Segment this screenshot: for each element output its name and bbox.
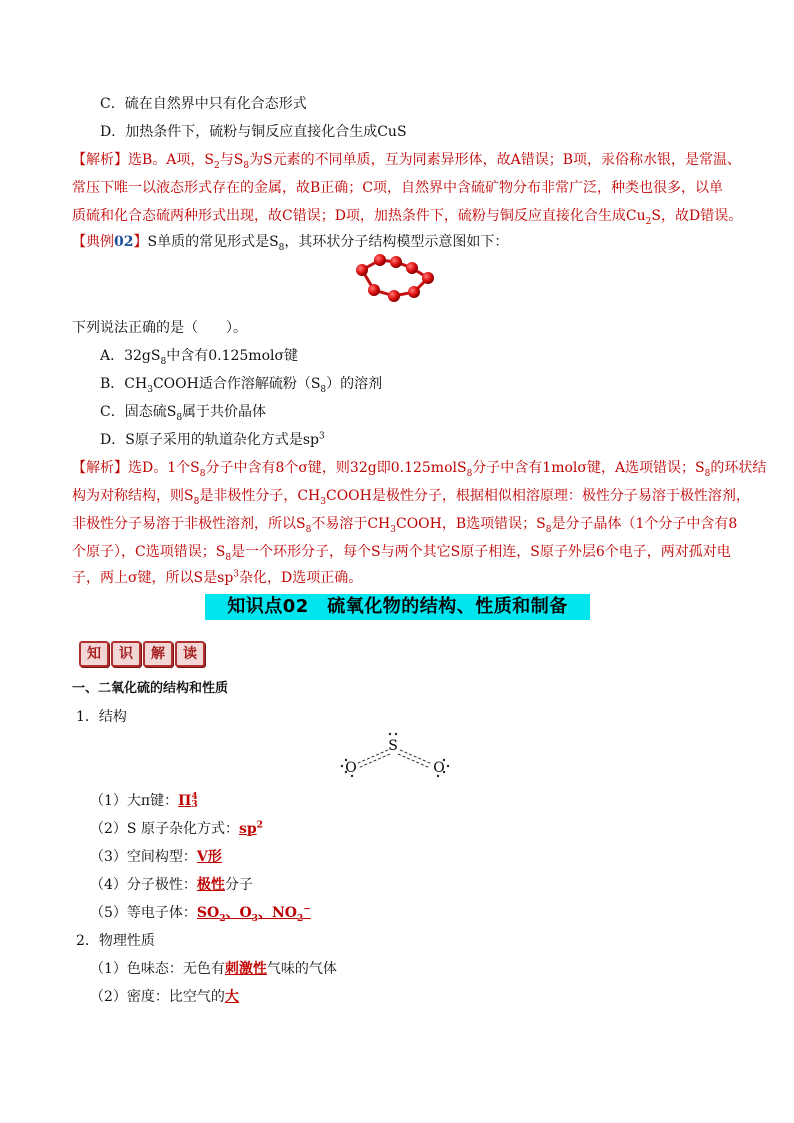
prop-polarity: （4）分子极性：极性分子 <box>90 877 253 893</box>
prop-hybridization: （2）S 原子杂化方式：$sp^2$ <box>90 820 263 837</box>
badge-zhi: 知 <box>79 641 109 667</box>
badge-jie: 解 <box>143 641 173 667</box>
analysis-2-line-3: 非极性分子易溶于非极性溶剂，所以$S_8$不易溶于$CH_3COOH$，B选项错误；$S_8$是分子晶体（1个分子中含有8 <box>72 516 738 535</box>
analysis-2-line-4: 个原子），C选项错误；$S_8$是一个环形分子，每个S与两个其它S原子相连，S原子外层6个电子，两对孤对电 <box>72 544 731 563</box>
option-b: B．$CH_3COOH$适合作溶解硫粉$(S_8)$的溶剂 <box>100 376 383 395</box>
prop-isoelectronic: （5）等电子体：$SO_2$、$O_3$、$NO_2^-$ <box>90 904 311 924</box>
option-d: D．加热条件下，硫粉与铜反应直接化合生成CuS <box>100 124 407 140</box>
s-atom <box>388 290 400 302</box>
analysis-2-line-1: 【解析】选D。1个$S_8$分子中含有8个σ键，则32g即0.125molS$_8$分子中含有1molσ键，A选项错误；$S_8$的环状结 <box>72 460 767 479</box>
option-d-2: D．S原子采用的轨道杂化方式是$sp^3$ <box>100 431 325 448</box>
analysis-1-line-1: 【解析】选B。A项，$S_2$与$S_8$为S元素的不同单质，互为同素异形体，故A错误；B项，汞俗称水银，是常温、 <box>72 152 742 171</box>
s-atom <box>390 256 402 268</box>
s-atom <box>368 284 380 296</box>
analysis-1-line-3: 质硫和化合态硫两种形式出现，故C错误；D项，加热条件下，硫粉与铜反应直接化合生成$Cu_2S$，故D错误。 <box>72 208 743 227</box>
section-heading: 一、二氧化硫的结构和性质 <box>72 681 229 696</box>
badge-du: 读 <box>175 641 205 667</box>
analysis-2-line-5: 子，两上σ键，所以S是$sp^3$杂化，D选项正确。 <box>72 569 363 586</box>
option-a: A．$32gS_8$中含有0.125molσ键 <box>100 348 299 367</box>
atom-o-right: O <box>433 760 445 776</box>
atom-s: S <box>388 738 398 754</box>
question-stem: 下列说法正确的是（ ）。 <box>72 320 247 336</box>
s-atom <box>408 286 420 298</box>
option-c: C．硫在自然界中只有化合态形式 <box>100 96 307 112</box>
s8-ring-model <box>350 252 440 310</box>
option-c-2: C．固态硫$S_8$属于共价晶体 <box>100 404 267 423</box>
phys-density: （2）密度：比空气的大 <box>90 989 239 1005</box>
badge-shi: 识 <box>111 641 141 667</box>
s-atom <box>356 264 368 276</box>
analysis-1-line-2: 常压下唯一以液态形式存在的金属，故B正确；C项，自然界中含硫矿物分布非常广泛，种类也很多，以单 <box>72 180 723 196</box>
so2-structure-diagram <box>340 730 450 780</box>
atom-o-left: O <box>345 760 357 776</box>
phys-appearance: （1）色味态：无色有刺激性气味的气体 <box>90 961 337 977</box>
subsection-structure: 1．结构 <box>76 709 127 725</box>
s-atom <box>406 262 418 274</box>
example-02-stem: 【典例02】S单质的常见形式是$S_8$，其环状分子结构模型示意图如下： <box>72 234 509 253</box>
subsection-physical: 2．物理性质 <box>76 933 155 949</box>
knowledge-badge-row <box>79 641 205 665</box>
prop-pi-bond: （1）大π键：Π 4 3 <box>90 792 198 810</box>
prop-geometry: （3）空间构型：V形 <box>90 849 222 865</box>
s-atom <box>374 254 386 266</box>
s-atom <box>422 272 434 284</box>
knowledge-point-banner: 知识点02 硫氧化物的结构、性质和制备 <box>205 594 590 620</box>
analysis-2-line-2: 构为对称结构，则$S_8$是非极性分子，$CH_3COOH$是极性分子，根据相似相溶原理：极性分子易溶于极性溶剂， <box>72 488 750 507</box>
